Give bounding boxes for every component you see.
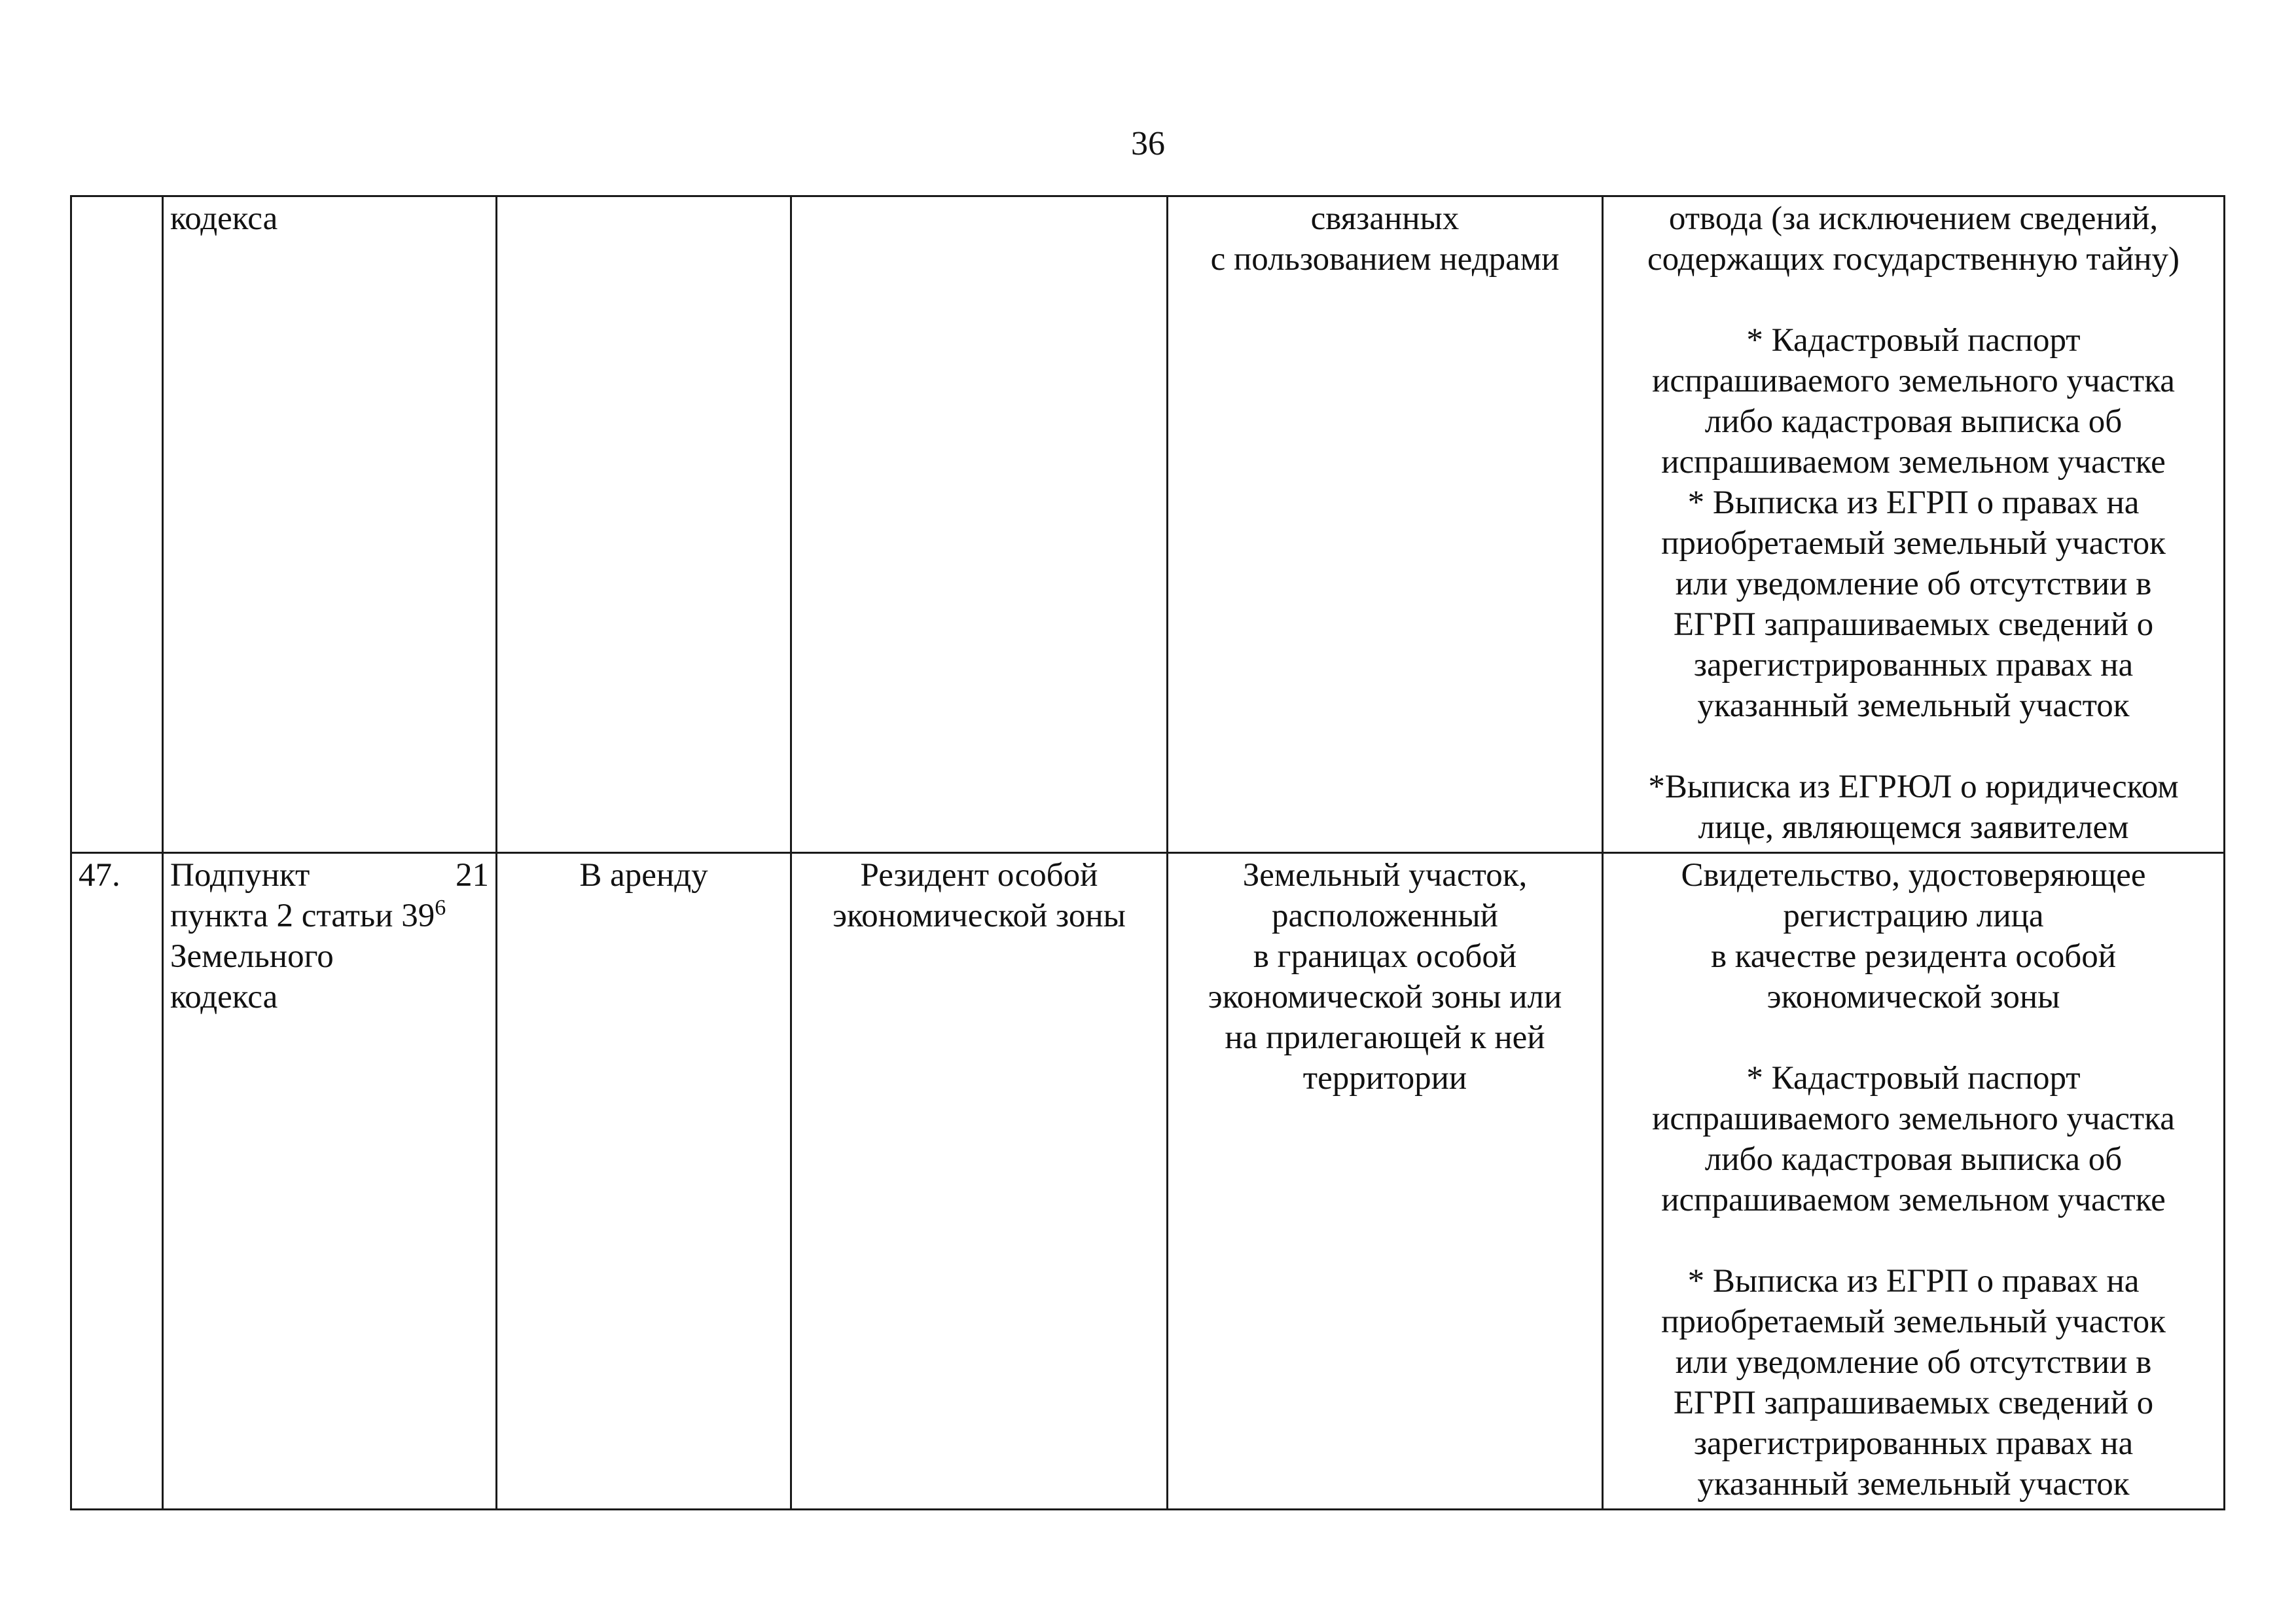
cell-legal-reference: кодекса: [163, 196, 497, 853]
table-row: [71, 853, 2225, 1510]
reference-code-name: Земельного кодекса: [170, 938, 334, 1015]
cell-land-plot: Земельный участок, расположенный в границах особой экономической зоны или на прилегающей к ней территории: [1168, 853, 1603, 1510]
documents-paragraph: * Кадастровый паспорт испрашиваемого земельного участка либо кадастровая выписка об испрашиваемом земельном участке: [1652, 1060, 2175, 1218]
documents-paragraph: *Выписка из ЕГРЮЛ о юридическом лице, являющемся заявителем: [1648, 769, 2179, 846]
cell-documents: [1603, 853, 2225, 1510]
cell-number: [71, 196, 163, 853]
documents-paragraph: * Выписка из ЕГРП о правах на приобретаемый земельный участок или уведомление об отсутствии в ЕГРП запрашиваемых сведений о зарегистрированных правах на указанный земельный участок: [1661, 1263, 2166, 1503]
cell-grant-type: В аренду: [497, 853, 791, 1510]
documents-paragraph: Свидетельство, удостоверяющее регистрацию лица в качестве резидента особой экономической зоны: [1681, 857, 2146, 1015]
documents-paragraph: * Кадастровый паспорт испрашиваемого земельного участка либо кадастровая выписка об испрашиваемом земельном участке * Выписка из ЕГРП о правах на приобретаемый земельный участок или уведомление об отсутствии в ЕГРП запрашиваемых сведений о зарегистрированных правах на указанный земельный участок: [1652, 322, 2175, 724]
cell-legal-reference: [163, 853, 497, 1510]
document-table: [70, 195, 2225, 1510]
cell-applicant: [791, 196, 1168, 853]
cell-documents: [1603, 196, 2225, 853]
reference-subpoint-number: 21: [456, 857, 489, 894]
cell-number: 47.: [71, 853, 163, 1510]
page-number: 36: [1131, 125, 1165, 162]
reference-word: Подпункт: [170, 857, 310, 894]
reference-article: пункта 2 статьи 39: [170, 898, 435, 934]
cell-grant-type: [497, 196, 791, 853]
cell-land-plot: связанных с пользованием недрами: [1168, 196, 1603, 853]
cell-applicant: Резидент особой экономической зоны: [791, 853, 1168, 1510]
table-row: [71, 196, 2225, 853]
documents-paragraph: отвода (за исключением сведений, содержащих государственную тайну): [1647, 200, 2180, 278]
reference-article-superscript: 6: [435, 896, 446, 920]
